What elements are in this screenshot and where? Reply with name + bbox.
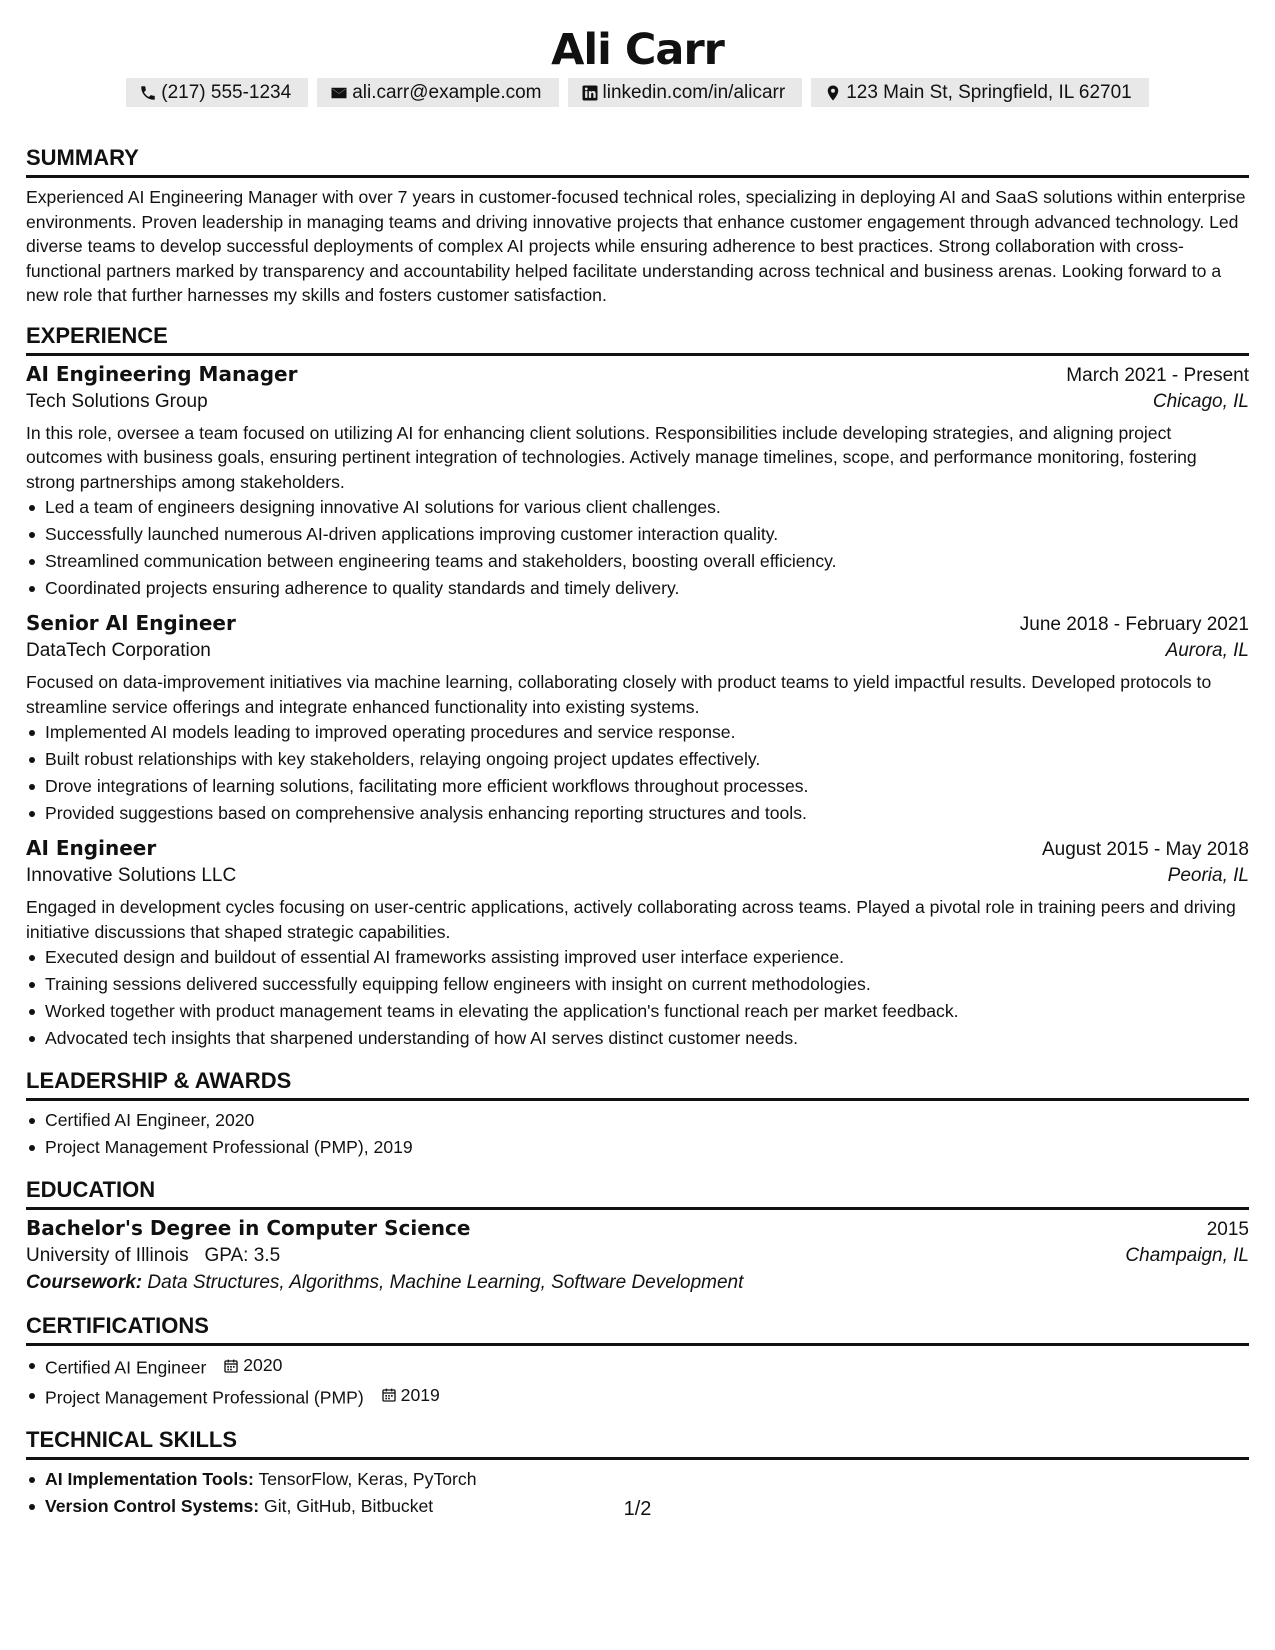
linkedin-text: linkedin.com/in/alicarr <box>602 81 786 103</box>
cert-year: 2020 <box>243 1355 283 1375</box>
gpa: GPA: 3.5 <box>204 1245 281 1266</box>
coursework <box>26 1272 1249 1294</box>
list-item: Provided suggestions based on comprehensive analysis enhancing reporting structures and tools. <box>26 800 1249 827</box>
skill-value: Git, GitHub, Bitbucket <box>264 1496 434 1516</box>
cert-year: 2019 <box>400 1384 440 1405</box>
job-location: Aurora, IL <box>1165 640 1249 661</box>
contact-linkedin[interactable] <box>568 78 803 107</box>
list-item: Project Management Professional (PMP), 2019 <box>26 1134 1249 1161</box>
experience-section <box>26 323 1249 1053</box>
job-bullets <box>26 719 1249 827</box>
school-name: University of Illinois <box>26 1245 189 1266</box>
list-item: Worked together with product management teams in elevating the application's functional reach per market feedback. <box>26 998 1249 1025</box>
summary-text: Experienced AI Engineering Manager with over 7 years in customer-focused technical roles, specializing in deploying AI and SaaS solutions within enterprise environments. Proven leadership in managing teams and driving innovative projects that enhance customer engagement through advanced technology. Led diverse teams to develop successful deployments of complex AI projects while ensuring adherence to best practices. Strong collaboration with cross-functional partners marked by transparency and accountability helped facilitate understanding across technical and business arenas. Looking forward to a new role that further harnesses my skills and fosters customer satisfaction. <box>26 187 1246 305</box>
list-item: Streamlined communication between engineering teams and stakeholders, boosting overall efficiency. <box>26 548 1249 575</box>
list-item <box>26 1382 1249 1412</box>
job-dates: June 2018 - February 2021 <box>1019 614 1249 635</box>
job-title: Senior AI Engineer <box>26 611 236 635</box>
job-description: Focused on data-improvement initiatives via machine learning, collaborating closely with product teams to yield impactful results. Developed protocols to streamline service offerings and integrate enhanced functionality into existing systems. <box>26 672 1212 717</box>
calendar-icon <box>223 1358 239 1374</box>
envelope-icon <box>330 84 348 102</box>
job-location: Chicago, IL <box>1152 390 1249 412</box>
job-title: AI Engineering Manager <box>26 361 298 386</box>
job-bullets <box>26 944 1249 1052</box>
skill-label: Version Control Systems: <box>45 1496 260 1516</box>
contact-address[interactable] <box>811 78 1149 107</box>
awards-list <box>26 1107 1249 1161</box>
education-section <box>26 1177 1249 1294</box>
coursework-label: Coursework: <box>26 1272 143 1293</box>
job-description: In this role, oversee a team focused on utilizing AI for enhancing client solutions. Responsibilities include developing strategies, and aligning project outcomes with business goals, ensuring pertinent integration of technologies. Actively manage timelines, scope, and performance monitoring, fostering strong partnerships among stakeholders. <box>26 422 1197 492</box>
school-location: Champaign, IL <box>1125 1245 1249 1266</box>
job-title: AI Engineer <box>26 836 157 860</box>
awards-heading: LEADERSHIP & AWARDS <box>26 1068 1249 1101</box>
graduation-year: 2015 <box>1206 1219 1249 1240</box>
summary-section <box>26 145 1249 308</box>
job-entry <box>26 362 1249 603</box>
summary-heading: SUMMARY <box>26 145 1249 178</box>
contact-phone[interactable] <box>126 78 308 107</box>
phone-icon <box>139 84 157 102</box>
job-location: Peoria, IL <box>1167 865 1249 886</box>
certifications-heading: CERTIFICATIONS <box>26 1313 1249 1346</box>
list-item: Built robust relationships with key stakeholders, relaying ongoing project updates effectively. <box>26 746 1249 773</box>
job-dates: August 2015 - May 2018 <box>1041 839 1249 860</box>
school-line <box>26 1245 280 1267</box>
contact-email[interactable] <box>317 78 558 107</box>
job-entry <box>26 611 1249 827</box>
skills-heading: TECHNICAL SKILLS <box>26 1427 1249 1460</box>
list-item: Certified AI Engineer, 2020 <box>26 1107 1249 1134</box>
page-number: 1/2 <box>623 1498 652 1520</box>
list-item: Drove integrations of learning solutions, facilitating more efficient workflows throughout processes. <box>26 773 1249 800</box>
awards-section <box>26 1068 1249 1161</box>
map-marker-icon <box>824 84 842 102</box>
address-text: 123 Main St, Springfield, IL 62701 <box>846 81 1132 103</box>
list-item: Executed design and buildout of essential AI frameworks assisting improved user interface experience. <box>26 944 1249 971</box>
education-heading: EDUCATION <box>26 1177 1249 1210</box>
linkedin-icon <box>581 84 599 102</box>
job-bullets <box>26 494 1249 602</box>
degree: Bachelor's Degree in Computer Science <box>26 1216 471 1240</box>
contact-bar <box>26 78 1249 107</box>
list-item: Implemented AI models leading to improved operating procedures and service response. <box>26 719 1249 746</box>
skill-value: TensorFlow, Keras, PyTorch <box>258 1469 477 1489</box>
skill-label: AI Implementation Tools: <box>45 1469 254 1489</box>
list-item: Coordinated projects ensuring adherence to quality standards and timely delivery. <box>26 575 1249 602</box>
calendar-icon <box>381 1387 397 1403</box>
job-description: Engaged in development cycles focusing on user-centric applications, actively collaborating across teams. Played a pivotal role in training peers and driving initiative discussions that shaped strategic capabilities. <box>26 897 1236 942</box>
list-item: Advocated tech insights that sharpened understanding of how AI serves distinct customer needs. <box>26 1025 1249 1052</box>
email-text: ali.carr@example.com <box>352 81 542 103</box>
job-entry <box>26 836 1249 1052</box>
resume-page <box>26 0 1249 1520</box>
job-company: Tech Solutions Group <box>26 390 208 412</box>
list-item <box>26 1352 1249 1382</box>
job-company: Innovative Solutions LLC <box>26 865 237 886</box>
cert-name: Certified AI Engineer <box>45 1357 207 1378</box>
job-dates: March 2021 - Present <box>1066 364 1249 386</box>
certifications-list <box>26 1352 1249 1411</box>
candidate-name: Ali Carr <box>551 25 724 75</box>
list-item: Successfully launched numerous AI-driven applications improving customer interaction quality. <box>26 521 1249 548</box>
experience-heading: EXPERIENCE <box>26 323 1249 356</box>
list-item: Led a team of engineers designing innovative AI solutions for various client challenges. <box>26 494 1249 521</box>
cert-name: Project Management Professional (PMP) <box>45 1387 364 1407</box>
certifications-section <box>26 1313 1249 1411</box>
job-company: DataTech Corporation <box>26 640 211 661</box>
list-item: Training sessions delivered successfully equipping fellow engineers with insight on current methodologies. <box>26 971 1249 998</box>
phone-text: (217) 555-1234 <box>161 81 292 103</box>
coursework-list: Data Structures, Algorithms, Machine Learning, Software Development <box>147 1272 744 1293</box>
list-item <box>26 1466 1249 1493</box>
